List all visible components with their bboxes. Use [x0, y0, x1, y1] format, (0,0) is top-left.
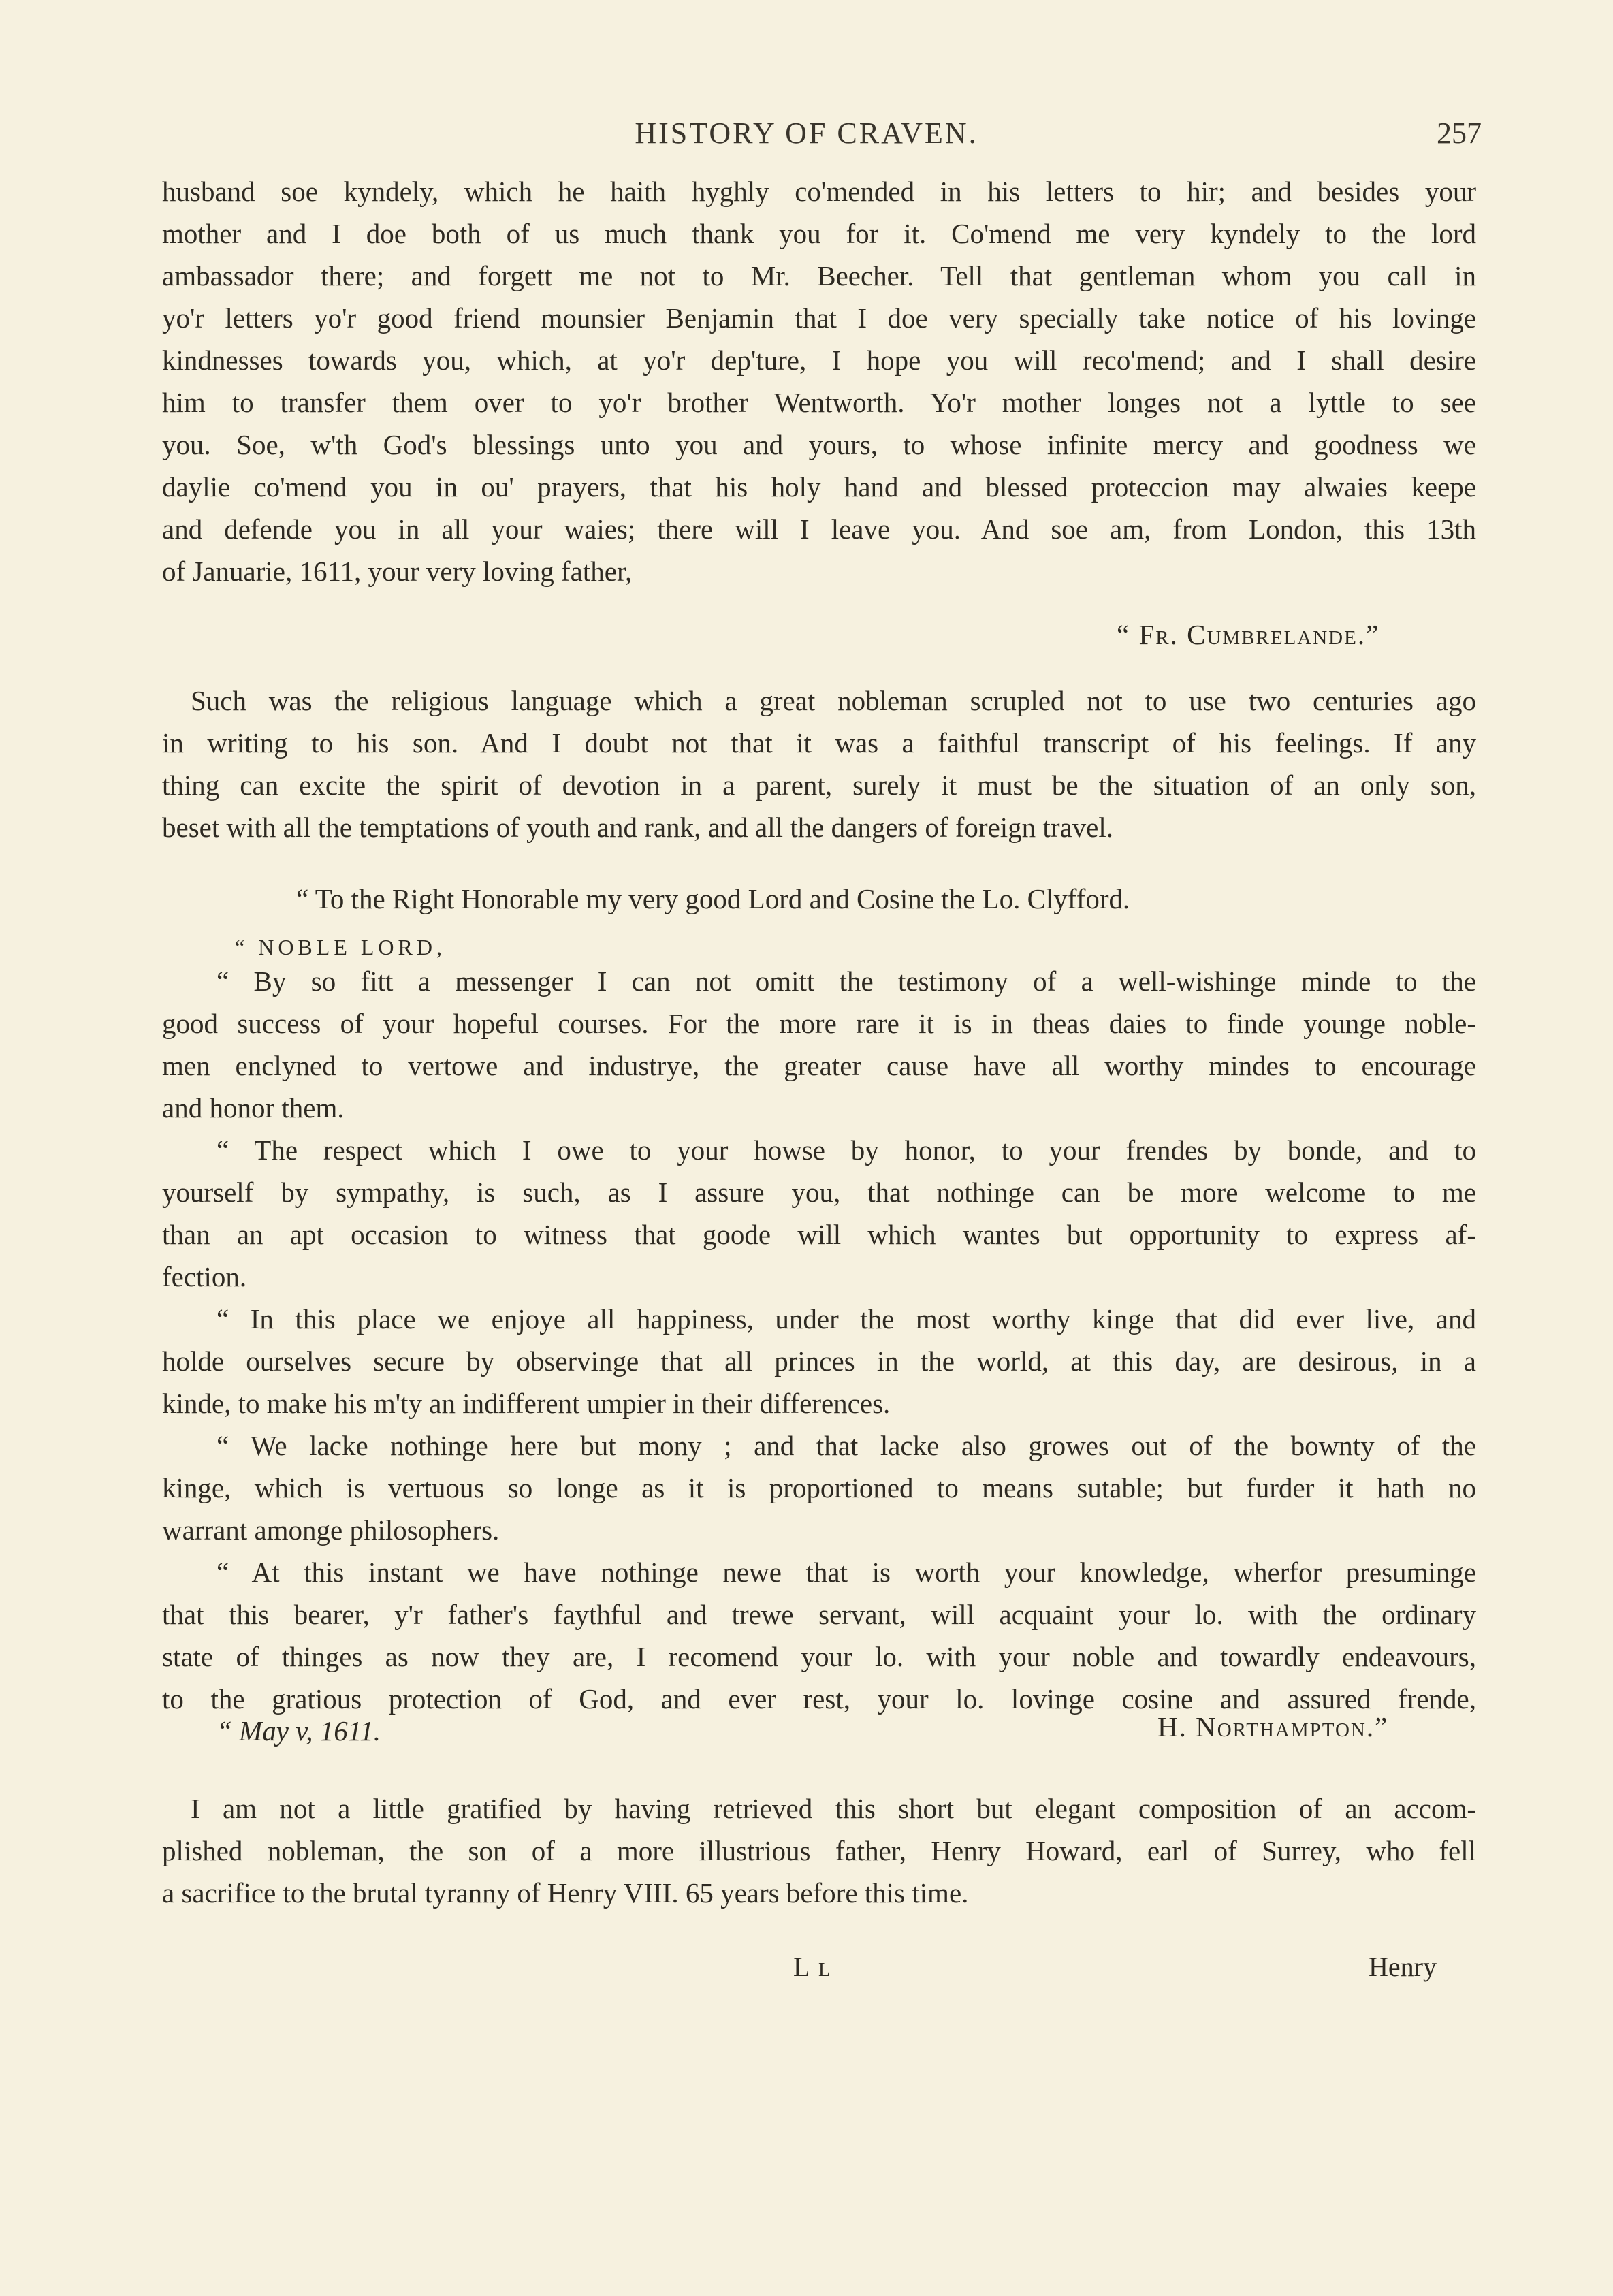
text-line: yo'r letters yo'r good friend mounsier Benjamin that I doe very specially take notice of his lovinge: [162, 302, 1476, 334]
text-line: fection.: [162, 1261, 247, 1292]
text-line: good success of your hopeful courses. For the more rare it is in theas daies to finde younge noble-: [162, 1008, 1476, 1039]
text-line: “ The respect which I owe to your howse by honor, to your frendes by bonde, and to: [217, 1134, 1476, 1166]
text-line: “ In this place we enjoye all happiness, under the most worthy kinge that did ever live, and: [217, 1303, 1476, 1335]
letter-address: “ To the Right Honorable my very good Lord and Cosine the Lo. Clyfford.: [296, 883, 1130, 914]
text-line: that this bearer, y'r father's faythful and trewe servant, will acquaint your lo. with the ordinary: [162, 1599, 1476, 1630]
text-line: of Januarie, 1611, your very loving father,: [162, 556, 633, 587]
running-head: [0, 116, 1613, 163]
text-line: in writing to his son. And I doubt not that it was a faithful transcript of his feelings. If any: [162, 727, 1476, 759]
text-line: him to transfer them over to yo'r brother Wentworth. Yo'r mother longes not a lyttle to see: [162, 387, 1476, 418]
text-line: Such was the religious language which a great nobleman scrupled not to use two centuries ago: [191, 685, 1476, 716]
text-line: and defende you in all your waies; there will I leave you. And soe am, from London, this 13th: [162, 513, 1476, 545]
catchword: Henry: [1369, 1951, 1437, 1982]
text-line: I am not a little gratified by having retrieved this short but elegant composition of an accom-: [191, 1793, 1476, 1824]
text-line: thing can excite the spirit of devotion in a parent, surely it must be the situation of an only son,: [162, 769, 1476, 801]
text-line: yourself by sympathy, is such, as I assure you, that nothinge can be more welcome to me: [162, 1177, 1476, 1208]
text-line: kinge, which is vertuous so longe as it is proportioned to means sutable; but furder it hath no: [162, 1472, 1476, 1503]
commentary-paragraph-2: [162, 1787, 1476, 1914]
running-title: HISTORY OF CRAVEN.: [635, 116, 978, 150]
text-line: “ We lacke nothinge here but mony ; and that lacke also growes out of the bownty of the: [217, 1430, 1476, 1461]
text-line: warrant amonge philosophers.: [162, 1514, 500, 1546]
text-line: “ At this instant we have nothinge newe that is worth your knowledge, wherfor presuminge: [217, 1557, 1476, 1588]
text-line: kindnesses towards you, which, at yo'r dep'ture, I hope you will reco'mend; and I shall desire: [162, 345, 1476, 376]
text-line: husband soe kyndely, which he haith hyghly co'mended in his letters to hir; and besides your: [162, 176, 1476, 207]
text-line: plished nobleman, the son of a more illustrious father, Henry Howard, earl of Surrey, who fell: [162, 1835, 1476, 1866]
text-line: a sacrifice to the brutal tyranny of Henry VIII. 65 years before this time.: [162, 1877, 969, 1909]
text-line: daylie co'mend you in ou' prayers, that his holy hand and blessed proteccion may alwaies keepe: [162, 471, 1476, 503]
letter-date: “ May v, 1611.: [217, 1715, 381, 1747]
signature-cumberland: “ Fr. Cumbrelande.”: [1117, 619, 1380, 650]
text-line: and honor them.: [162, 1092, 345, 1123]
text-line: state of thinges as now they are, I recomend your lo. with your noble and towardly endeavours,: [162, 1641, 1476, 1672]
salutation: “ NOBLE LORD,: [235, 935, 446, 959]
letter-northampton-text: [162, 960, 1476, 1720]
text-line: “ By so fitt a messenger I can not omitt the testimony of a well-wishinge minde to the: [217, 966, 1476, 997]
text-line: mother and I doe both of us much thank you for it. Co'mend me very kyndely to the lord: [162, 218, 1476, 249]
signature-northampton: H. Northampton.”: [1157, 1711, 1389, 1742]
text-line: men enclyned to vertowe and industrye, the greater cause have all worthy mindes to encourage: [162, 1050, 1476, 1081]
text-line: kinde, to make his m'ty an indifferent umpier in their differences.: [162, 1388, 891, 1419]
commentary-paragraph-1: [162, 680, 1476, 848]
text-line: ambassador there; and forgett me not to Mr. Beecher. Tell that gentleman whom you call in: [162, 260, 1476, 291]
text-line: beset with all the temptations of youth and rank, and all the dangers of foreign travel.: [162, 812, 1114, 843]
signature-mark: L l: [793, 1951, 832, 1982]
page-number: 257: [1437, 116, 1482, 150]
text-line: than an apt occasion to witness that goode will which wantes but opportunity to express af-: [162, 1219, 1476, 1250]
text-line: to the gratious protection of God, and ever rest, your lo. lovinge cosine and assured frende,: [162, 1683, 1476, 1715]
text-line: holde ourselves secure by observinge that all princes in the world, at this day, are desirous, in a: [162, 1345, 1476, 1377]
letter-cumberland-text: [162, 170, 1476, 592]
text-line: you. Soe, w'th God's blessings unto you and yours, to whose infinite mercy and goodness we: [162, 429, 1476, 460]
